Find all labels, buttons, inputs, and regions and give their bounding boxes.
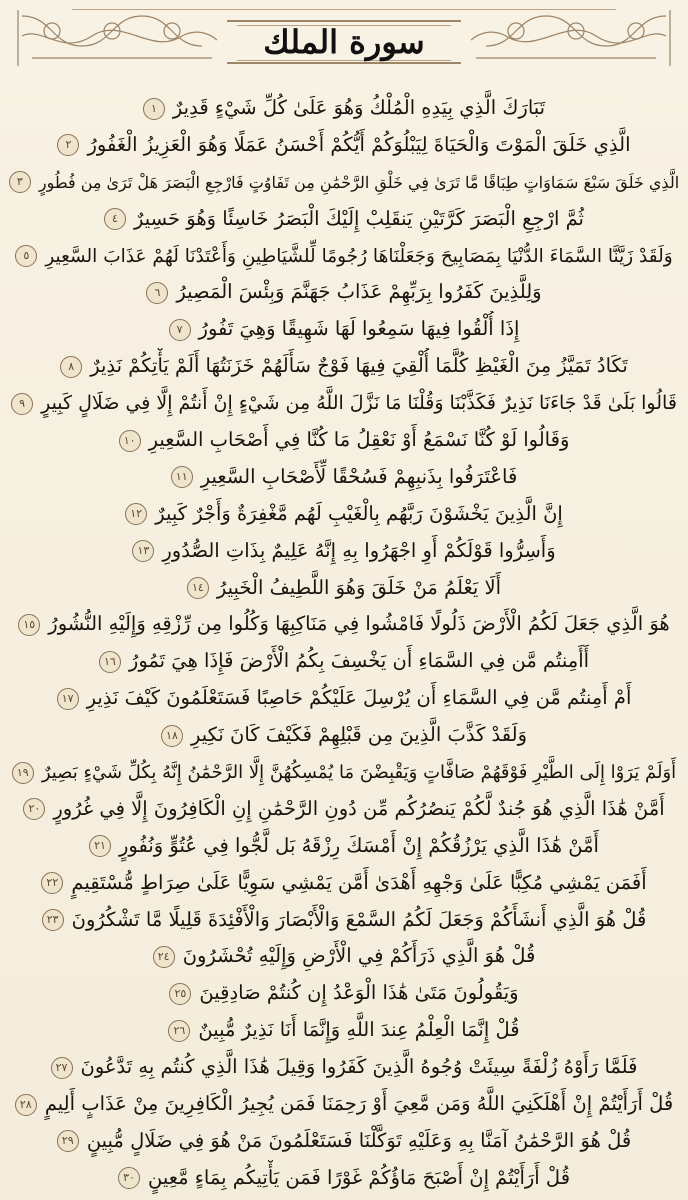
verse-number-marker: ٢٨ [15,1094,37,1116]
verse-text: قُلْ هُوَ الَّذِي أَنشَأَكُمْ وَجَعَلَ لَكُمُ السَّمْعَ وَالْأَبْصَارَ وَالْأَفْئِدَةَ قَلِيلًا مَّا تَشْكُرُونَ [71,907,647,931]
verse-line [8,1123,680,1160]
verse-line [8,422,680,459]
verse-line [8,1086,680,1123]
verse-number-marker: ١٧ [57,688,79,710]
verse-number-marker: ٧ [169,319,191,341]
verse-line [8,385,680,422]
verse-line [8,902,680,939]
verse-number-marker: ٢٥ [169,983,191,1005]
verse-text: قَالُوا بَلَىٰ قَدْ جَاءَنَا نَذِيرٌ فَكَذَّبْنَا وَقُلْنَا مَا نَزَّلَ اللَّهُ مِن شَيْءٍ إِنْ أَنتُمْ إِلَّا فِي ضَلَالٍ كَبِيرٍ [41,392,677,415]
verse-line [8,1012,680,1049]
verse-line [8,496,680,533]
verse-line [8,791,680,828]
verse-line [8,533,680,570]
verse-text: أَفَمَن يَمْشِي مُكِبًّا عَلَىٰ وَجْهِهِ أَهْدَىٰ أَمَّن يَمْشِي سَوِيًّا عَلَىٰ صِرَاطٍ مُّسْتَقِيمٍ [71,870,647,894]
verse-number-marker: ٨ [60,356,82,378]
verse-text: فَاعْتَرَفُوا بِذَنبِهِمْ فَسُحْقًا لِّأَصْحَابِ السَّعِيرِ [200,464,518,488]
verse-line [8,643,680,680]
verse-number-marker: ١٨ [161,725,183,747]
verse-text: أَمَّنْ هَٰذَا الَّذِي يَرْزُقُكُمْ إِنْ أَمْسَكَ رِزْقَهُ بَل لَّجُّوا فِي عُتُوٍّ وَنُفُورٍ [119,833,599,857]
verse-number-marker: ٢٢ [41,872,63,894]
verse-line [8,90,680,127]
verse-line [8,975,680,1012]
verse-text: وَيَقُولُونَ مَتَىٰ هَٰذَا الْوَعْدُ إِن كُنتُمْ صَادِقِينَ [199,981,519,1005]
verse-text: أَمْ أَمِنتُم مَّن فِي السَّمَاءِ أَن يُرْسِلَ عَلَيْكُمْ حَاصِبًا فَسَتَعْلَمُونَ كَيْفَ نَذِيرِ [86,686,632,710]
verse-number-marker: ١٤ [187,577,209,599]
verse-number-marker: ١٣ [132,540,154,562]
verse-number-marker: ٢٤ [153,946,175,968]
verse-text: وَقَالُوا لَوْ كُنَّا نَسْمَعُ أَوْ نَعْقِلُ مَا كُنَّا فِي أَصْحَابِ السَّعِيرِ [148,428,570,452]
verse-text: وَأَسِرُّوا قَوْلَكُمْ أَوِ اجْهَرُوا بِهِ إِنَّهُ عَلِيمٌ بِذَاتِ الصُّدُورِ [162,538,556,562]
verse-line [8,865,680,902]
verse-text: فَلَمَّا رَأَوْهُ زُلْفَةً سِيئَتْ وُجُوهُ الَّذِينَ كَفَرُوا وَقِيلَ هَٰذَا الَّذِي كُنتُم بِهِ تَدَّعُونَ [80,1055,638,1079]
verse-line [8,127,680,164]
verse-text: الَّذِي خَلَقَ الْمَوْتَ وَالْحَيَاةَ لِيَبْلُوَكُمْ أَيُّكُمْ أَحْسَنُ عَمَلًا وَهُوَ الْعَزِيزُ الْغَفُورُ [87,132,631,156]
verse-text: وَلَقَدْ كَذَّبَ الَّذِينَ مِن قَبْلِهِمْ فَكَيْفَ كَانَ نَكِيرِ [190,723,528,747]
verse-text: إِذَا أُلْقُوا فِيهَا سَمِعُوا لَهَا شَهِيقًا وَهِيَ تَفُورُ [198,317,520,341]
verse-number-marker: ٢١ [89,835,111,857]
verse-text: هُوَ الَّذِي جَعَلَ لَكُمُ الْأَرْضَ ذَلُولًا فَامْشُوا فِي مَنَاكِبِهَا وَكُلُوا مِن رِّزْقِهِ وَإِلَيْهِ النُّشُورُ [48,612,670,636]
verse-line [8,311,680,348]
verse-text: الَّذِي خَلَقَ سَبْعَ سَمَاوَاتٍ طِبَاقًا مَّا تَرَىٰ فِي خَلْقِ الرَّحْمَٰنِ مِن تَفَاوُتٍ فَارْجِعِ الْبَصَرَ هَلْ تَرَىٰ مِن فُطُورٍ [38,172,680,192]
verse-line [8,754,680,791]
verse-number-marker: ٦ [146,282,168,304]
verse-line [8,459,680,496]
verse-text: وَلِلَّذِينَ كَفَرُوا بِرَبِّهِمْ عَذَابُ جَهَنَّمَ وَبِئْسَ الْمَصِيرُ [176,280,542,304]
verse-line [8,274,680,311]
verse-line [8,606,680,643]
verse-text: ثُمَّ ارْجِعِ الْبَصَرَ كَرَّتَيْنِ يَنقَلِبْ إِلَيْكَ الْبَصَرُ خَاسِئًا وَهُوَ حَسِيرٌ [134,206,584,230]
verse-line [8,680,680,717]
verse-number-marker: ٣٠ [118,1167,140,1189]
verse-number-marker: ٢٦ [168,1020,190,1042]
verse-text: وَلَقَدْ زَيَّنَّا السَّمَاءَ الدُّنْيَا بِمَصَابِيحَ وَجَعَلْنَاهَا رُجُومًا لِّلشَّيَاطِينِ وَأَعْتَدْنَا لَهُمْ عَذَابَ السَّعِيرِ [45,245,673,267]
verse-number-marker: ١٦ [99,651,121,673]
verse-line [8,238,680,275]
verse-number-marker: ٣ [9,171,31,193]
verse-number-marker: ١٢ [125,503,147,525]
verse-line [8,1049,680,1086]
verse-number-marker: ٩ [11,393,33,415]
verse-line [8,570,680,607]
verse-number-marker: ٥ [15,245,37,267]
verse-text: قُلْ هُوَ الرَّحْمَٰنُ آمَنَّا بِهِ وَعَلَيْهِ تَوَكَّلْنَا فَسَتَعْلَمُونَ مَنْ هُوَ فِي ضَلَالٍ مُّبِينٍ [86,1128,632,1152]
verse-line [8,938,680,975]
verse-number-marker: ١ [143,98,165,120]
surah-title: سورة الملك [263,23,425,61]
verse-text: أَمَّنْ هَٰذَا الَّذِي هُوَ جُندٌ لَّكُمْ يَنصُرُكُم مِّن دُونِ الرَّحْمَٰنِ إِنِ الْكَافِرُونَ إِلَّا فِي غُرُورٍ [53,796,665,820]
verse-list [8,90,680,1198]
verse-text: قُلْ أَرَأَيْتُمْ إِنْ أَصْبَحَ مَاؤُكُمْ غَوْرًا فَمَن يَأْتِيكُم بِمَاءٍ مَّعِينٍ [147,1165,571,1189]
verse-text: أَوَلَمْ يَرَوْا إِلَى الطَّيْرِ فَوْقَهُمْ صَافَّاتٍ وَيَقْبِضْنَ مَا يُمْسِكُهُنَّ إِلَّا الرَّحْمَٰنُ إِنَّهُ بِكُلِّ شَيْءٍ بَصِيرٌ [41,762,677,784]
verse-text: إِنَّ الَّذِينَ يَخْشَوْنَ رَبَّهُم بِالْغَيْبِ لَهُم مَّغْفِرَةٌ وَأَجْرٌ كَبِيرٌ [155,501,563,525]
verse-text: تَبَارَكَ الَّذِي بِيَدِهِ الْمُلْكُ وَهُوَ عَلَىٰ كُلِّ شَيْءٍ قَدِيرٌ [172,96,546,119]
verse-text: تَكَادُ تَمَيَّزُ مِنَ الْغَيْظِ كُلَّمَا أُلْقِيَ فِيهَا فَوْجٌ سَأَلَهُمْ خَزَنَتُهَا أَلَمْ يَأْتِكُمْ نَذِيرٌ [90,354,628,378]
surah-header [12,6,676,66]
verse-number-marker: ٢٧ [51,1057,73,1079]
verse-number-marker: ٢٩ [57,1130,79,1152]
verse-text: قُلْ هُوَ الَّذِي ذَرَأَكُمْ فِي الْأَرْضِ وَإِلَيْهِ تُحْشَرُونَ [182,944,536,968]
verse-number-marker: ٢٣ [42,909,64,931]
verse-number-marker: ١٩ [12,762,34,784]
verse-number-marker: ٢٠ [23,798,45,820]
verse-number-marker: ١٥ [18,614,40,636]
verse-text: قُلْ إِنَّمَا الْعِلْمُ عِندَ اللَّهِ وَإِنَّمَا أَنَا نَذِيرٌ مُّبِينٌ [198,1018,520,1042]
verse-number-marker: ٤ [104,208,126,230]
verse-line [8,201,680,238]
verse-line [8,164,680,201]
verse-line [8,348,680,385]
verse-line [8,828,680,865]
verse-text: أَلَا يَعْلَمُ مَنْ خَلَقَ وَهُوَ اللَّطِيفُ الْخَبِيرُ [216,575,502,599]
verse-line [8,1160,680,1197]
verse-number-marker: ١٠ [119,430,141,452]
verse-text: أَأَمِنتُم مَّن فِي السَّمَاءِ أَن يَخْسِفَ بِكُمُ الْأَرْضَ فَإِذَا هِيَ تَمُورُ [128,649,590,673]
verse-number-marker: ١١ [171,466,193,488]
verse-line [8,717,680,754]
verse-number-marker: ٢ [57,134,79,156]
verse-text: قُلْ أَرَأَيْتُمْ إِنْ أَهْلَكَنِيَ اللَّهُ وَمَن مَّعِيَ أَوْ رَحِمَنَا فَمَن يُجِيرُ الْكَافِرِينَ مِنْ عَذَابٍ أَلِيمٍ [44,1092,674,1116]
